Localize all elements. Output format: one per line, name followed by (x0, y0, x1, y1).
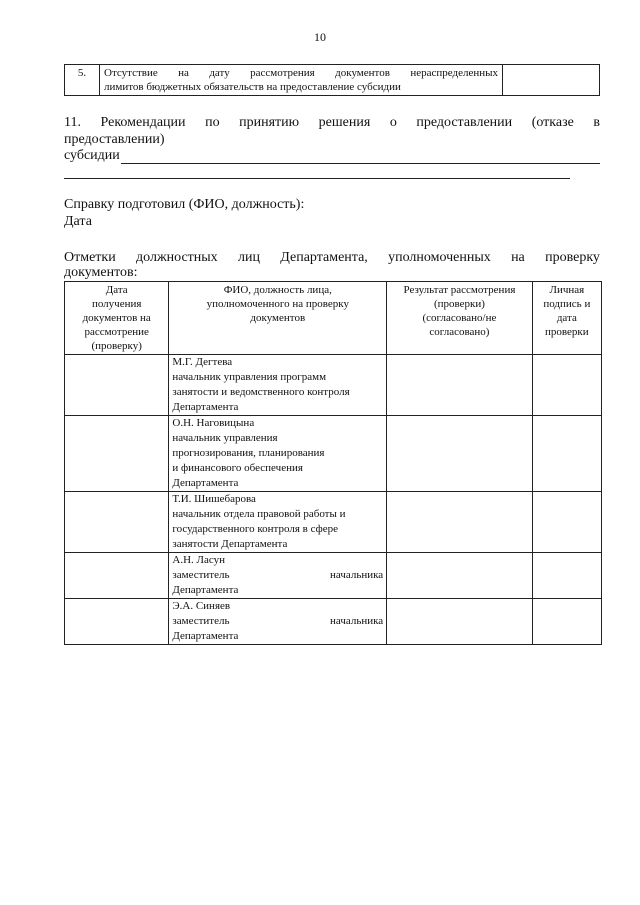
prepared-by-section (64, 196, 304, 230)
column-header (387, 282, 533, 355)
date-cell (65, 355, 169, 416)
row-empty-cell (503, 65, 600, 96)
heading-word: на (511, 250, 525, 265)
column-header-line: Результат рассмотрения (403, 284, 516, 296)
official-cell (169, 553, 387, 599)
official-position-line: Департамента (172, 584, 239, 596)
signature-cell (532, 355, 601, 416)
result-cell (387, 416, 533, 492)
result-cell (387, 492, 533, 553)
official-position-line (172, 614, 383, 629)
column-header-line: дата (556, 312, 577, 324)
official-position-line (172, 568, 383, 583)
row-number: 5. (65, 65, 100, 96)
official-position-line: Департамента (172, 401, 239, 413)
heading-word: лиц (237, 250, 260, 265)
prepared-by-label: Справку подготовил (ФИО, должность): (64, 197, 305, 212)
official-name: А.Н. Ласун (172, 554, 225, 566)
page-number: 10 (314, 30, 326, 44)
heading-word: должностных (136, 250, 218, 265)
date-cell (65, 553, 169, 599)
column-header-line: (согласовано/не (422, 312, 497, 324)
official-position-line: Департамента (172, 630, 239, 642)
table-row (65, 355, 602, 416)
column-header-line: получения (91, 298, 142, 310)
result-cell (387, 355, 533, 416)
heading-word: Рекомендации (100, 115, 186, 130)
official-position-line: начальник отдела правовой работы и (172, 508, 346, 520)
official-cell (169, 492, 387, 553)
official-position-line: Департамента (172, 477, 239, 489)
table-header-row (65, 282, 602, 355)
heading-word: Отметки (64, 250, 116, 265)
official-position-word: заместитель (172, 615, 230, 627)
column-header-line: подпись и (543, 298, 591, 310)
heading-word: Департамента, (280, 250, 368, 265)
signature-cell (532, 416, 601, 492)
column-header-line: рассмотрение (84, 326, 149, 338)
row-text (100, 65, 503, 96)
official-name: О.Н. Наговицына (172, 417, 255, 429)
column-header-line: согласовано) (429, 326, 490, 338)
column-header-line: проверки (545, 326, 589, 338)
blank-line (64, 178, 570, 179)
table-row (65, 65, 600, 96)
column-header-line: ФИО, должность лица, (223, 284, 332, 296)
official-cell (169, 416, 387, 492)
official-name: Э.А. Синяев (172, 600, 231, 612)
official-cell (169, 355, 387, 416)
heading-word: в (593, 115, 600, 130)
column-header-line: (проверки) (433, 298, 485, 310)
column-header (169, 282, 387, 355)
heading-word: по (205, 115, 220, 130)
column-header-line: (проверку) (91, 340, 142, 352)
official-position-line: прогнозирования, планирования (172, 447, 325, 459)
marks-section (64, 250, 600, 280)
row-text-line: Отсутствие на дату рассмотрения документов нераспределенных (104, 67, 498, 79)
column-header-line: Дата (105, 284, 128, 296)
official-position-line: и финансового обеспечения (172, 462, 303, 474)
column-header-line: уполномоченного на проверку (206, 298, 349, 310)
date-cell (65, 599, 169, 645)
officials-table (64, 281, 602, 645)
recommendation-subsidy-line (64, 148, 600, 164)
official-position-line: государственного контроля в сфере (172, 523, 338, 535)
heading-word: предоставлении (416, 115, 513, 130)
heading-word: принятию (239, 115, 300, 130)
heading-word: решения (318, 115, 371, 130)
row-text-line: лимитов бюджетных обязательств на предоставление субсидии (104, 81, 401, 93)
date-label: Дата (64, 214, 92, 229)
official-position-word: начальника (329, 569, 384, 581)
official-position-line: занятости Департамента (172, 538, 288, 550)
heading-word: (отказе (531, 115, 574, 130)
heading-word: 11. (64, 115, 81, 130)
signature-cell (532, 553, 601, 599)
column-header (65, 282, 169, 355)
signature-cell (532, 492, 601, 553)
column-header-line: документов (250, 312, 306, 324)
previous-table-fragment (64, 64, 600, 96)
result-cell (387, 553, 533, 599)
column-header (532, 282, 601, 355)
date-cell (65, 492, 169, 553)
recommendation-subsidy-label: субсидии (64, 148, 120, 163)
heading-word: уполномоченных (388, 250, 491, 265)
table-row (65, 416, 602, 492)
heading-word: проверку (545, 250, 600, 265)
official-cell (169, 599, 387, 645)
result-cell (387, 599, 533, 645)
recommendation-heading-cont: предоставлении) (64, 132, 165, 147)
column-header-line: Личная (549, 284, 585, 296)
blank-line (121, 149, 600, 164)
date-cell (65, 416, 169, 492)
signature-cell (532, 599, 601, 645)
column-header-line: документов на (82, 312, 151, 324)
recommendation-section (64, 114, 600, 148)
official-position-line: занятости и ведомственного контроля (172, 386, 350, 398)
official-position-word: заместитель (172, 569, 230, 581)
marks-heading (64, 250, 600, 265)
table-row (65, 553, 602, 599)
marks-heading-cont: документов: (64, 265, 138, 280)
official-name: Т.И. Шишебарова (172, 493, 256, 505)
official-position-line: начальник управления программ (172, 371, 327, 383)
table-row (65, 492, 602, 553)
official-name: М.Г. Дегтева (172, 356, 233, 368)
table-row (65, 599, 602, 645)
recommendation-heading (64, 114, 600, 131)
official-position-word: начальника (329, 615, 384, 627)
heading-word: о (389, 115, 397, 130)
official-position-line: начальник управления (172, 432, 278, 444)
